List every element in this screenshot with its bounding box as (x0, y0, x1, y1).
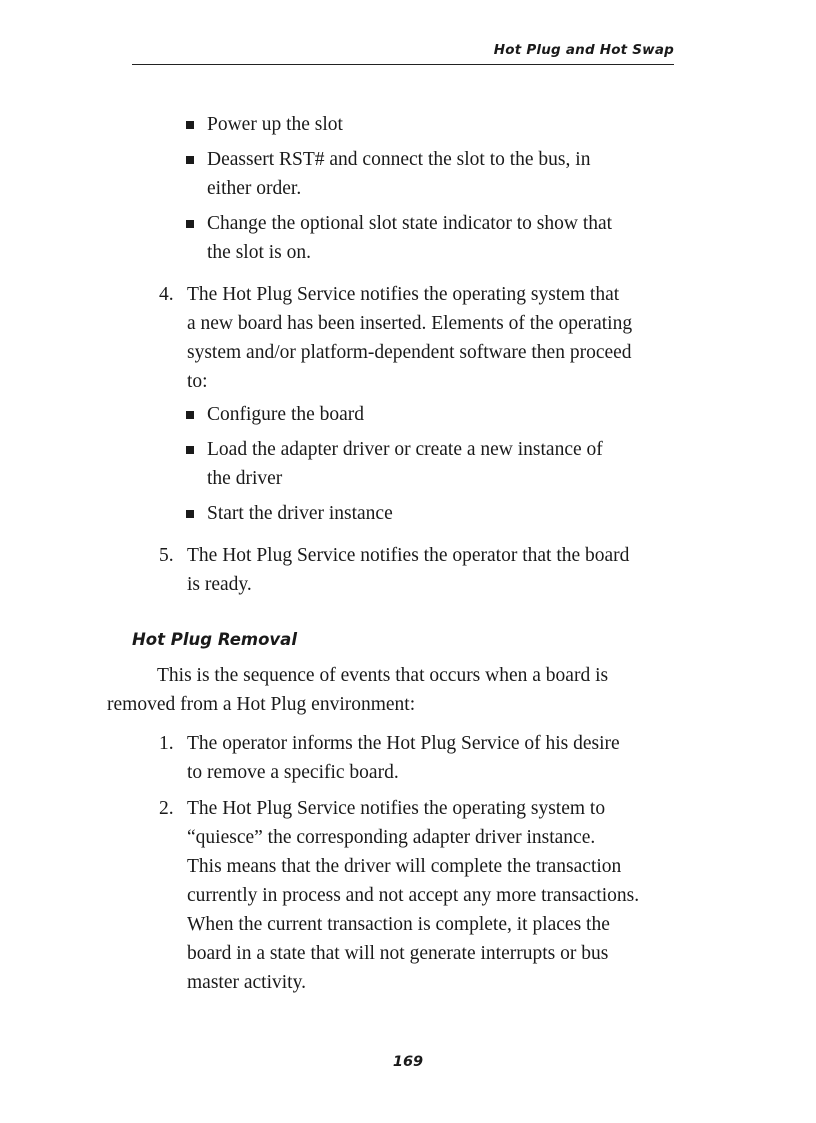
removal-step-2: 2. The Hot Plug Service notifies the operating system to “quiesce” the corresponding adapter driver instance. This means that the driver will complete the transaction currently in process and not accept any more transactions. When the current transaction is complete, it places the board in a state that will not generate interrupts or bus master activity. (159, 794, 707, 997)
bullet-square-icon (186, 446, 194, 454)
step-number: 4. (159, 284, 174, 305)
section-heading: Hot Plug Removal (132, 630, 297, 649)
list-item: Start the driver instance (186, 499, 666, 528)
list-item: Load the adapter driver or create a new instance of the driver (186, 435, 666, 493)
step-5: 5. The Hot Plug Service notifies the operator that the board is ready. (159, 541, 687, 599)
list-item: Configure the board (186, 400, 666, 429)
step-4: 4. The Hot Plug Service notifies the operating system that a new board has been inserted. Elements of the operating system and/or platform-dependent software then proceed to: (159, 280, 687, 396)
list-item: Change the optional slot state indicator to show that the slot is on. (186, 209, 666, 267)
step-number: 5. (159, 545, 174, 566)
step-number: 1. (159, 733, 174, 754)
bullet-square-icon (186, 121, 194, 129)
bullet-square-icon (186, 220, 194, 228)
list-item: Power up the slot (186, 110, 666, 139)
bullet-square-icon (186, 156, 194, 164)
signal-name: RST# (279, 149, 325, 170)
list-item: Deassert RST# and connect the slot to the bus, in either order. (186, 145, 666, 203)
step-4-bullets (186, 400, 666, 528)
section-intro-paragraph: This is the sequence of events that occurs when a board is removed from a Hot Plug environment: (107, 665, 609, 715)
bullet-square-icon (186, 510, 194, 518)
removal-step-1: 1. The operator informs the Hot Plug Service of his desire to remove a specific board. (159, 729, 687, 787)
bullet-square-icon (186, 411, 194, 419)
running-header-title: Hot Plug and Hot Swap (493, 42, 674, 58)
page-number: 169 (392, 1054, 424, 1070)
slot-power-bullets (186, 110, 666, 267)
step-number: 2. (159, 798, 174, 819)
running-header (132, 40, 674, 65)
